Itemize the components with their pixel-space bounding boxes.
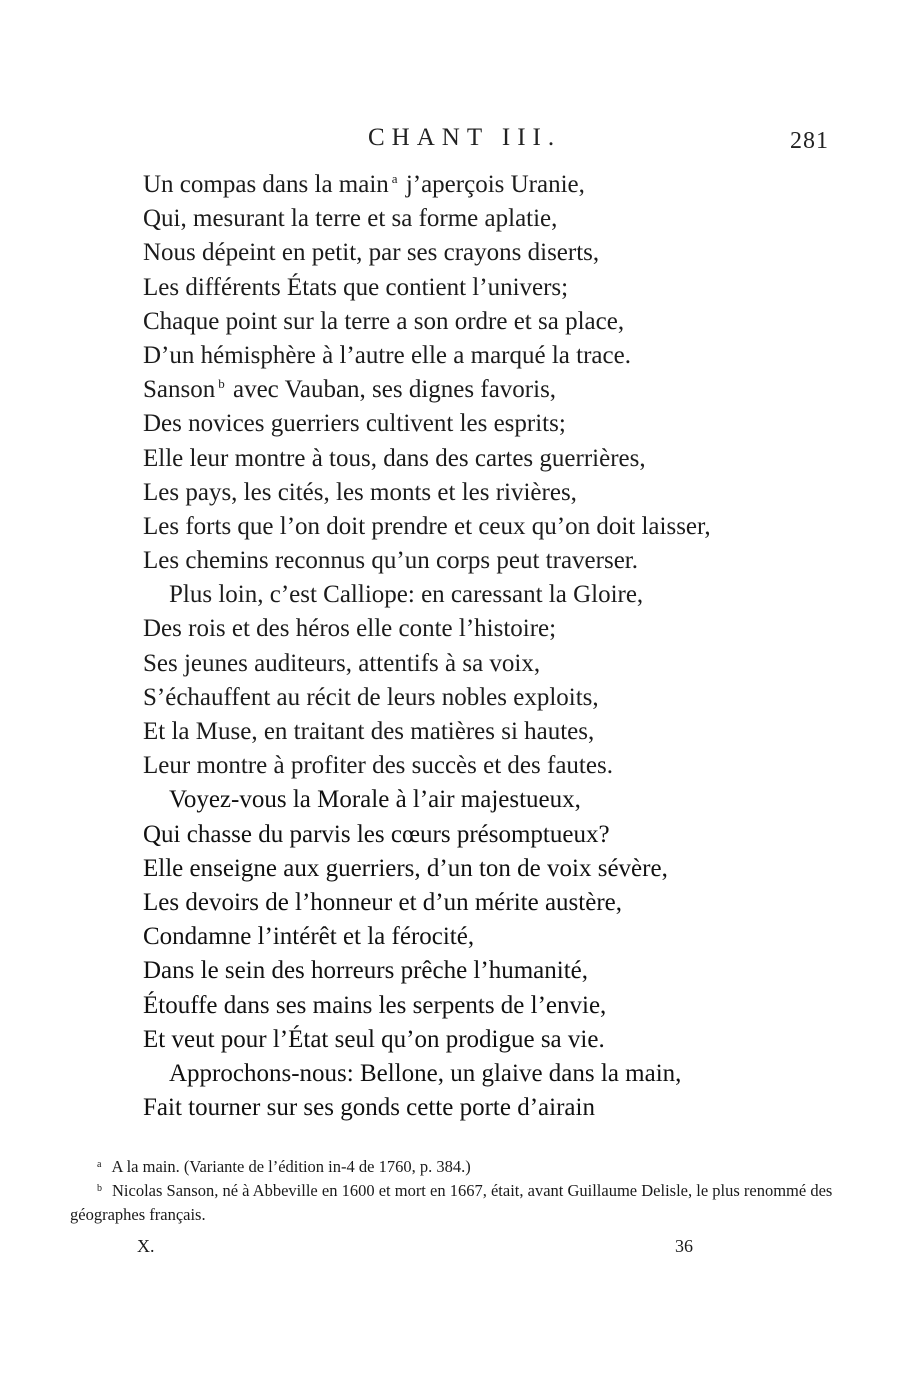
verse-line: Des novices guerriers cultivent les esprits;: [143, 410, 566, 438]
verse-text: avec Vauban, ses dignes favoris,: [226, 376, 557, 404]
verse-line: Condamne l’intérêt et la férocité,: [143, 923, 475, 951]
page-number: 281: [790, 128, 829, 154]
verse-line: S’échauffent au récit de leurs nobles exploits,: [143, 683, 599, 711]
footnote-ref: a: [391, 171, 398, 186]
footnote-text: Nicolas Sanson, né à Abbeville en 1600 et mort en 1667, était, avant Guillaume Delisle, le plus renommé des géographes français.: [70, 1181, 833, 1224]
verse-line: [143, 373, 863, 407]
footnote-ref: b: [218, 376, 225, 392]
verse-line: Les différents États que contient l’univers;: [143, 273, 569, 301]
verse-line: Elle leur montre à tous, dans des cartes guerrières,: [143, 444, 646, 472]
verse-line: Dans le sein des horreurs prêche l’humanité,: [143, 957, 588, 985]
verse-line: Plus loin, c’est Calliope: en caressant la Gloire,: [169, 581, 644, 609]
footnotes: [70, 1155, 840, 1227]
chapter-title: CHANT III.: [368, 124, 562, 151]
verse-line: Des rois et des héros elle conte l’histoire;: [143, 615, 557, 643]
verse-line: Leur montre à profiter des succès et des fautes.: [143, 752, 613, 780]
footnote-marker: a: [97, 1159, 102, 1170]
verse-line: Qui, mesurant la terre et sa forme aplatie,: [143, 205, 558, 233]
verse-line: Fait tourner sur ses gonds cette porte d’airain: [143, 1094, 595, 1122]
running-head: [0, 122, 900, 156]
verse-line: Les pays, les cités, les monts et les rivières,: [143, 478, 577, 506]
poem-body: [143, 168, 863, 1125]
verse-text: j’aperçois Uranie,: [399, 171, 585, 198]
verse-text: Un compas dans la main: [143, 171, 389, 198]
verse-line: Et veut pour l’État seul qu’on prodigue sa vie.: [143, 1025, 605, 1053]
verse-line: Étouffe dans ses mains les serpents de l’envie,: [143, 991, 607, 1019]
verse-line: Nous dépeint en petit, par ses crayons diserts,: [143, 239, 600, 267]
volume-signature: X.: [137, 1236, 155, 1256]
verse-text: Sanson: [143, 376, 216, 404]
verse-line: Ses jeunes auditeurs, attentifs à sa voix,: [143, 649, 541, 677]
verse-line: Qui chasse du parvis les cœurs présomptueux?: [143, 820, 610, 848]
verse-line: Voyez-vous la Morale à l’air majestueux,: [169, 786, 581, 814]
footnote-marker: b: [97, 1183, 102, 1194]
printer-signature: [0, 1236, 900, 1266]
footnote-text: A la main. (Variante de l’édition in-4 de 1760, p. 384.): [111, 1157, 471, 1176]
verse-line: [143, 168, 863, 202]
verse-line: Et la Muse, en traitant des matières si hautes,: [143, 718, 595, 745]
footnote: [70, 1155, 840, 1179]
verse-line: Les forts que l’on doit prendre et ceux qu’on doit laisser,: [143, 512, 711, 540]
verse-line: Chaque point sur la terre a son ordre et sa place,: [143, 307, 625, 335]
verse-line: D’un hémisphère à l’autre elle a marqué la trace.: [143, 341, 631, 369]
verse-line: Les devoirs de l’honneur et d’un mérite austère,: [143, 888, 622, 916]
verse-line: Elle enseigne aux guerriers, d’un ton de voix sévère,: [143, 854, 668, 882]
verse-line: Approchons-nous: Bellone, un glaive dans la main,: [169, 1059, 682, 1087]
sheet-signature: 36: [675, 1236, 693, 1256]
footnote: [70, 1179, 840, 1227]
verse-line: Les chemins reconnus qu’un corps peut traverser.: [143, 547, 638, 575]
